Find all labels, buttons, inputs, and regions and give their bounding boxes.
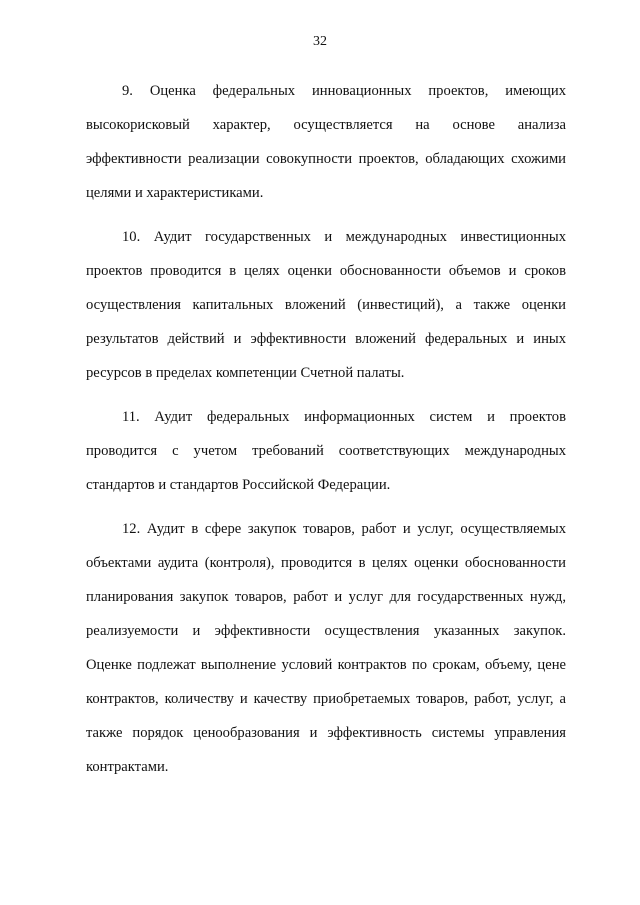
paragraph-line: проводится с учетом требований соответствующих международных (86, 443, 566, 459)
page-number: 32 (313, 34, 327, 49)
paragraph-line: Оценке подлежат выполнение условий контрактов по срокам, объему, цене (86, 657, 566, 673)
paragraph-line: контрактами. (86, 759, 169, 775)
paragraph-11 (86, 400, 566, 502)
document-body (86, 74, 566, 794)
paragraph-line: 10. Аудит государственных и международных инвестиционных (122, 229, 566, 245)
paragraph-line: высокорисковый характер, осуществляется на основе анализа (86, 117, 566, 133)
paragraph-line: ресурсов в пределах компетенции Счетной палаты. (86, 365, 405, 381)
paragraph-line: результатов действий и эффективности вложений федеральных и иных (86, 331, 566, 347)
paragraph-line: стандартов и стандартов Российской Федерации. (86, 477, 391, 493)
paragraph-line: осуществления капитальных вложений (инвестиций), а также оценки (86, 297, 566, 313)
paragraph-line: 9. Оценка федеральных инновационных проектов, имеющих (122, 83, 566, 99)
paragraph-line: планирования закупок товаров, работ и услуг для государственных нужд, (86, 589, 566, 605)
paragraph-line: объектами аудита (контроля), проводится в целях оценки обоснованности (86, 555, 566, 571)
paragraph-line: 11. Аудит федеральных информационных систем и проектов (122, 409, 566, 425)
paragraph-10 (86, 220, 566, 390)
paragraph-line: также порядок ценообразования и эффективность системы управления (86, 725, 566, 741)
paragraph-9 (86, 74, 566, 210)
paragraph-line: целями и характеристиками. (86, 185, 264, 201)
paragraph-line: 12. Аудит в сфере закупок товаров, работ и услуг, осуществляемых (122, 521, 566, 537)
paragraph-line: эффективности реализации совокупности проектов, обладающих схожими (86, 151, 566, 167)
paragraph-line: проектов проводится в целях оценки обоснованности объемов и сроков (86, 263, 566, 279)
paragraph-12 (86, 512, 566, 784)
paragraph-line: реализуемости и эффективности осуществления указанных закупок. (86, 623, 566, 639)
paragraph-line: контрактов, количеству и качеству приобретаемых товаров, работ, услуг, а (86, 691, 566, 707)
